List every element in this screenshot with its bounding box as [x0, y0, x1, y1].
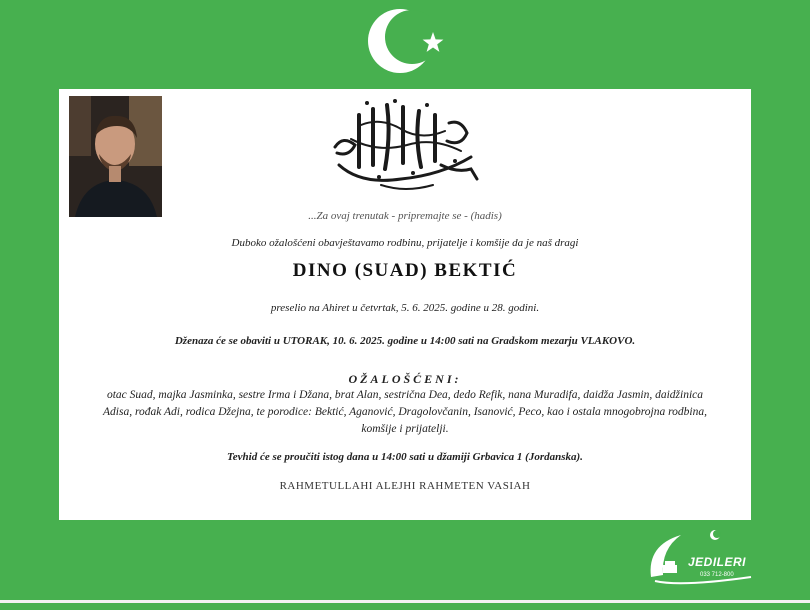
funeral-details: Dženaza će se obaviti u UTORAK, 10. 6. 2025. godine u 14:00 sati na Gradskom mezarju VLAKOVO. — [174, 335, 636, 347]
deceased-photo — [69, 96, 162, 217]
logo-phone: 033 712-800 — [700, 572, 734, 578]
death-details: preselio na Ahiret u četvrtak, 5. 6. 2025. godine u 28. godini. — [270, 302, 540, 314]
hadith-quote: ...Za ovaj trenutak - pripremajte se - (hadis) — [308, 210, 502, 222]
mourners-heading: OŽALOŠĆENI: — [348, 372, 462, 386]
deceased-name: DINO (SUAD) BEKTIĆ — [292, 260, 518, 281]
logo-name: JEDILERI — [688, 555, 747, 569]
arabic-calligraphy-icon — [321, 95, 487, 199]
obituary-card — [59, 89, 751, 520]
bottom-divider — [0, 600, 810, 603]
mourners-list: otac Suad, majka Jasminka, sestre Irma i Džana, brat Alan, sestrična Dea, dedo Refik, nana Muradifa, daidža Jasmin, daidžinica Adisa, rođak Adi, rodica Džejna, te porodice: Bektić, Aganović, Dragolovčanin, Isanović, Peco, kao i ostala mnogobrojna rodbina, komšije i prijatelji. — [103, 389, 707, 435]
tevhid-details: Tevhid će se proučiti istog dana u 14:00 sati u džamiji Grbavica 1 (Jordanska). — [227, 451, 583, 463]
crescent-star-icon — [366, 6, 446, 76]
intro-text: Duboko ožalošćeni obavještavamo rodbinu, prijatelje i komšije da je naš dragi — [231, 237, 579, 249]
closing-prayer: RAHMETULLAHI ALEJHI RAHMETEN VASIAH — [279, 480, 531, 492]
